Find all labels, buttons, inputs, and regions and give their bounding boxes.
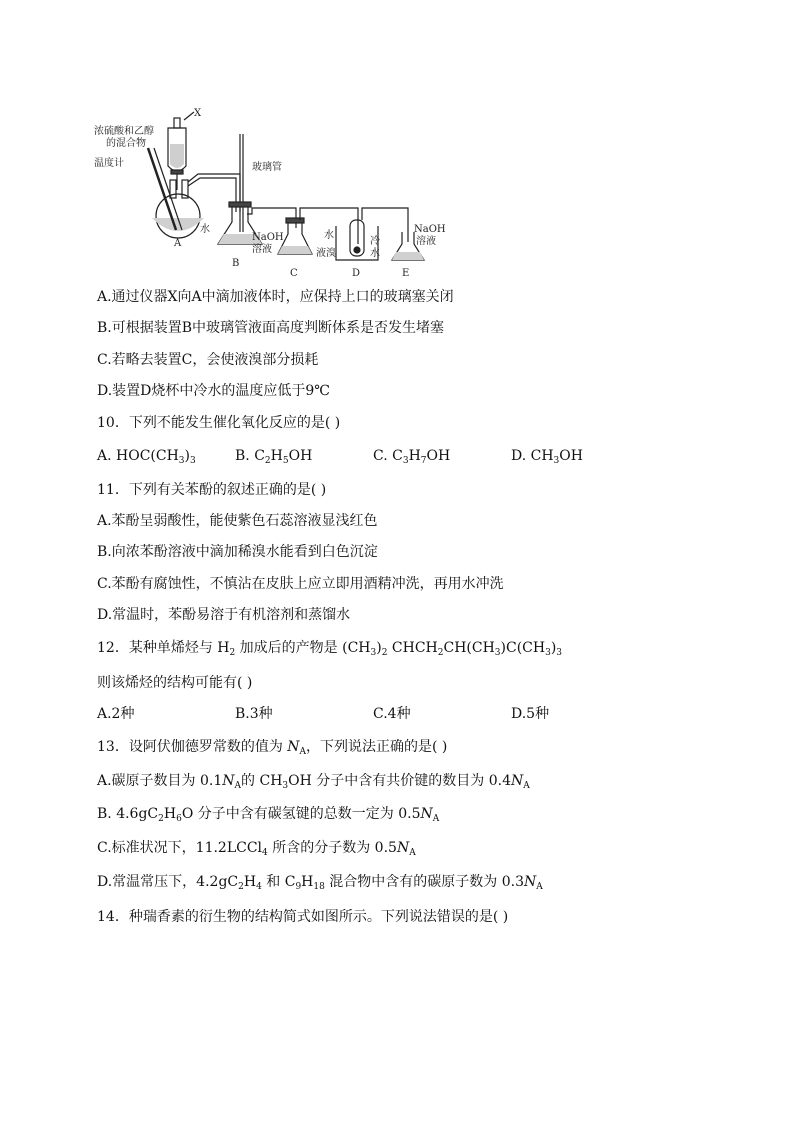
q12-option-a: A.2种 xyxy=(97,706,135,722)
q12-stem: 12．某种单烯烃与 $H_2$ 加成后的产物是 $(CH_3)_2$ $CHCH_2CH(CH_3)C(CH_3)_3$ xyxy=(97,640,563,658)
q11-option-d: D.常温时，苯酚易溶于有机溶剂和蒸馏水 xyxy=(97,607,351,623)
q10-option-d: D. $CH_3OH$ xyxy=(511,448,583,466)
q13-option-a: A.碳原子数目为 $0.1N_A$的 $CH_3OH$ 分子中含有共价键的数目为 $0.4N_A$ xyxy=(97,773,530,791)
label-mixture: 浓硫酸和乙醇 xyxy=(94,126,154,137)
label-cold-water: 水 xyxy=(370,248,380,259)
label-solution-2: 溶液 xyxy=(416,236,436,247)
apparatus-figure xyxy=(90,104,450,280)
q14-stem: 14．种瑞香素的衍生物的结构简式如图所示。下列说法错误的是( ) xyxy=(97,909,509,925)
q12-stem-line-2: 则该烯烃的结构可能有( ) xyxy=(97,675,253,691)
label-thermometer: 温度计 xyxy=(94,158,124,169)
q10-option-c: C. $C_3H_7OH$ xyxy=(373,448,451,466)
label-liquid-bromine: 液溴 xyxy=(316,248,336,259)
label-a: A xyxy=(174,238,182,249)
label-d: D xyxy=(352,268,361,279)
q9-option-d: D.装置D烧杯中冷水的温度应低于9℃ xyxy=(97,383,330,399)
q11-stem: 11．下列有关苯酚的叙述正确的是( ) xyxy=(97,482,327,498)
label-naoh: NaOH xyxy=(252,232,284,243)
label-mixture-2: 的混合物 xyxy=(106,138,146,149)
q10-options xyxy=(97,446,717,466)
q9-option-b: B.可根据装置B中玻璃管液面高度判断体系是否发生堵塞 xyxy=(97,320,445,336)
flask-a xyxy=(156,194,200,238)
q12-option-c: C.4种 xyxy=(373,706,411,722)
label-b: B xyxy=(232,258,240,269)
label-c: C xyxy=(290,268,298,279)
q11-option-b: B.向浓苯酚溶液中滴加稀溴水能看到白色沉淀 xyxy=(97,544,378,560)
q10-option-b: B. $C_2H_5OH$ xyxy=(235,448,313,466)
q12-options xyxy=(97,704,717,724)
q13-option-c: C.标准状况下，11.2LCCl$_4$ 所含的分子数为 $0.5N_A$ xyxy=(97,840,416,858)
q13-option-b: B. $4.6gC_2H_6O$ 分子中含有碳氢键的总数一定为 $0.5N_A$ xyxy=(97,806,440,824)
apparatus-diagram xyxy=(90,104,450,280)
q9-option-a: A.通过仪器X向A中滴加液体时，应保持上口的玻璃塞关闭 xyxy=(97,289,454,305)
q12-option-b: B.3种 xyxy=(235,706,273,722)
q10-option-a: A. $HOC(CH_3)_3$ xyxy=(97,448,196,466)
q13-stem: 13．设阿伏伽德罗常数的值为 $N_A$，下列说法正确的是( ) xyxy=(97,739,448,757)
label-cold: 冷 xyxy=(370,236,380,247)
q9-option-c: C.若略去装置C，会使液溴部分损耗 xyxy=(97,352,319,368)
label-water-2: 水 xyxy=(324,230,334,241)
q11-option-c: C.苯酚有腐蚀性，不慎沾在皮肤上应立即用酒精冲洗，再用水冲洗 xyxy=(97,576,504,592)
label-naoh-2: NaOH xyxy=(414,224,446,235)
label-glass-tube: 玻璃管 xyxy=(252,162,282,173)
label-solution: 溶液 xyxy=(252,244,272,255)
q13-option-d: D.常温常压下，$4.2gC_2H_4$ 和 $C_9H_{18}$ 混合物中含有的碳原子数为 $0.3N_A$ xyxy=(97,874,543,892)
q12-option-d: D.5种 xyxy=(511,706,550,722)
q10-stem: 10．下列不能发生催化氧化反应的是( ) xyxy=(97,415,341,431)
label-e: E xyxy=(402,268,410,279)
label-x: X xyxy=(194,108,202,119)
label-water: 水 xyxy=(200,224,210,235)
q11-option-a: A.苯酚呈弱酸性，能使紫色石蕊溶液显浅红色 xyxy=(97,513,378,529)
